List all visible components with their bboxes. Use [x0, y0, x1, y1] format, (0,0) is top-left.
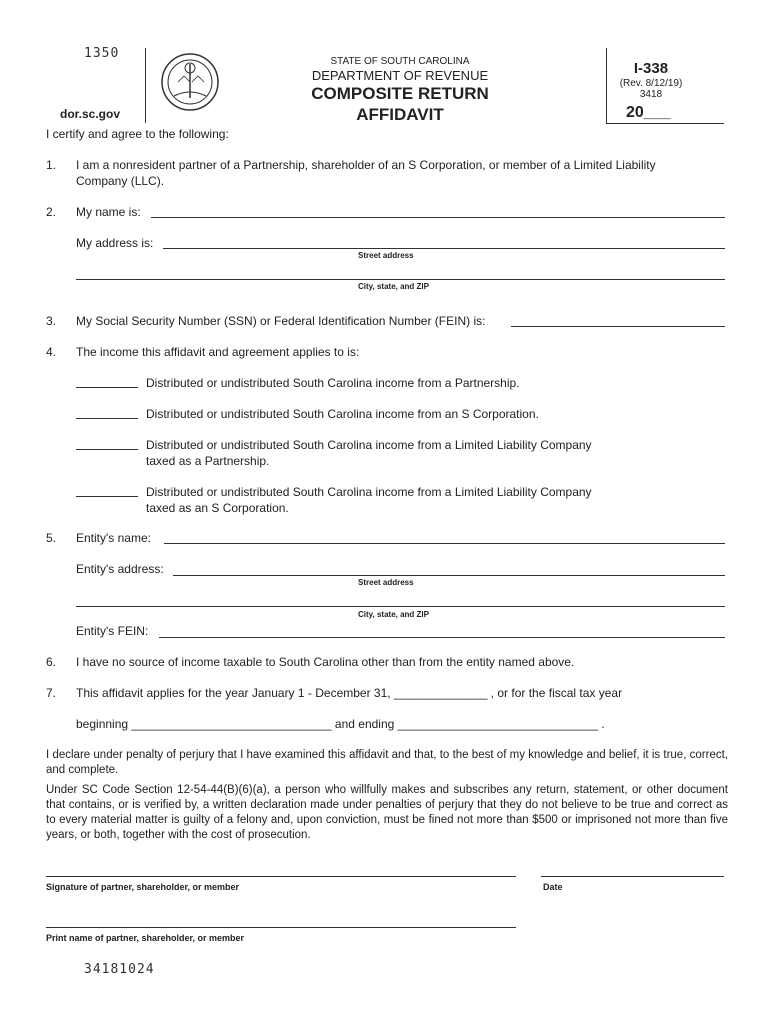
option-partnership: Distributed or undistributed South Carolina income from a Partnership. [146, 376, 520, 390]
intro-text: I certify and agree to the following: [46, 127, 229, 141]
entity-address-label: Entity's address: [76, 562, 164, 576]
revision-date: (Rev. 8/12/19) [619, 78, 683, 89]
llc-s-corp-checkbox-line[interactable] [76, 496, 138, 497]
footer-code: 34181024 [84, 962, 155, 977]
item-number: 1. [46, 158, 57, 172]
signature-field[interactable] [46, 876, 516, 877]
partnership-checkbox-line[interactable] [76, 387, 138, 388]
address-label: My address is: [76, 236, 154, 250]
header-underline-right [606, 123, 724, 124]
signature-caption: Signature of partner, shareholder, or member [46, 882, 240, 892]
form-title-line2: AFFIDAVIT [356, 105, 444, 124]
name-label: My name is: [76, 205, 141, 219]
entity-street-caption: Street address [358, 578, 414, 587]
item1-text: I am a nonresident partner of a Partnership, shareholder of an S Corporation, or member of a Limited Liability [76, 158, 656, 172]
header-divider-left [145, 48, 146, 123]
entity-name-field[interactable] [164, 543, 725, 544]
ssn-fein-field[interactable] [511, 326, 725, 327]
date-field[interactable] [541, 876, 724, 877]
entity-fein-label: Entity's FEIN: [76, 624, 149, 638]
item-number: 4. [46, 345, 57, 359]
llc-partnership-checkbox-line[interactable] [76, 449, 138, 450]
penalty-text: Under SC Code Section 12-54-44(B)(6)(a), a person who willfully makes and subscribes any return, statement, or other document that contains, or is verified by, a written declaration made under penalties of perjury that they do not believe to be true and correct as to every material matter is guilty of a felony and, upon conviction, must be fined not more than $500 or imprisoned not more than five years, or both, together with the cost of prosecution. [46, 784, 728, 841]
item-number: 2. [46, 205, 57, 219]
street-address-field[interactable] [163, 248, 725, 249]
option-llc-partnership-cont: taxed as a Partnership. [146, 454, 270, 468]
option-llc-s-corp: Distributed or undistributed South Carolina income from a Limited Liability Company [146, 485, 592, 499]
item-number: 6. [46, 655, 57, 669]
declaration-text: I declare under penalty of perjury that I have examined this affidavit and that, to the best of my knowledge and belief, it is true, correct, and complete. [46, 749, 728, 776]
entity-fein-field[interactable] [159, 637, 725, 638]
item7-fiscal-dates[interactable]: beginning ______________________________ and ending ______________________________ . [76, 717, 605, 731]
item7-text[interactable]: This affidavit applies for the year January 1 - December 31, ______________ , or for the fiscal tax year [76, 686, 623, 700]
entity-city-caption: City, state, and ZIP [358, 610, 429, 619]
option-llc-s-corp-cont: taxed as an S Corporation. [146, 501, 289, 515]
street-caption: Street address [358, 251, 414, 260]
form-code-3418: 3418 [639, 89, 663, 100]
entity-city-field[interactable] [76, 606, 725, 607]
name-field[interactable] [151, 217, 725, 218]
print-name-caption: Print name of partner, shareholder, or member [46, 933, 245, 943]
website: dor.sc.gov [60, 107, 121, 121]
item-number: 7. [46, 686, 57, 700]
option-s-corp: Distributed or undistributed South Carolina income from an S Corporation. [146, 407, 539, 421]
form-number: I-338 [633, 60, 669, 77]
s-corp-checkbox-line[interactable] [76, 418, 138, 419]
city-caption: City, state, and ZIP [358, 282, 429, 291]
income-label: The income this affidavit and agreement applies to is: [76, 345, 360, 359]
form-code: 1350 [84, 46, 120, 61]
entity-name-label: Entity's name: [76, 531, 151, 545]
form-title-line1: COMPOSITE RETURN [311, 84, 489, 103]
option-llc-partnership: Distributed or undistributed South Carolina income from a Limited Liability Company [146, 438, 592, 452]
tax-year: 20___ [626, 104, 671, 121]
state-name: STATE OF SOUTH CAROLINA [330, 56, 470, 67]
department-name: DEPARTMENT OF REVENUE [311, 68, 489, 83]
item1-text: Company (LLC). [76, 174, 165, 188]
city-state-zip-field[interactable] [76, 279, 725, 280]
print-name-field[interactable] [46, 927, 516, 928]
item-number: 3. [46, 314, 57, 328]
entity-street-field[interactable] [173, 575, 725, 576]
date-caption: Date [543, 882, 563, 892]
ssn-label: My Social Security Number (SSN) or Federal Identification Number (FEIN) is: [76, 314, 486, 328]
item6-text: I have no source of income taxable to South Carolina other than from the entity named above. [76, 655, 575, 669]
item-number: 5. [46, 531, 57, 545]
state-seal-icon [160, 52, 220, 112]
